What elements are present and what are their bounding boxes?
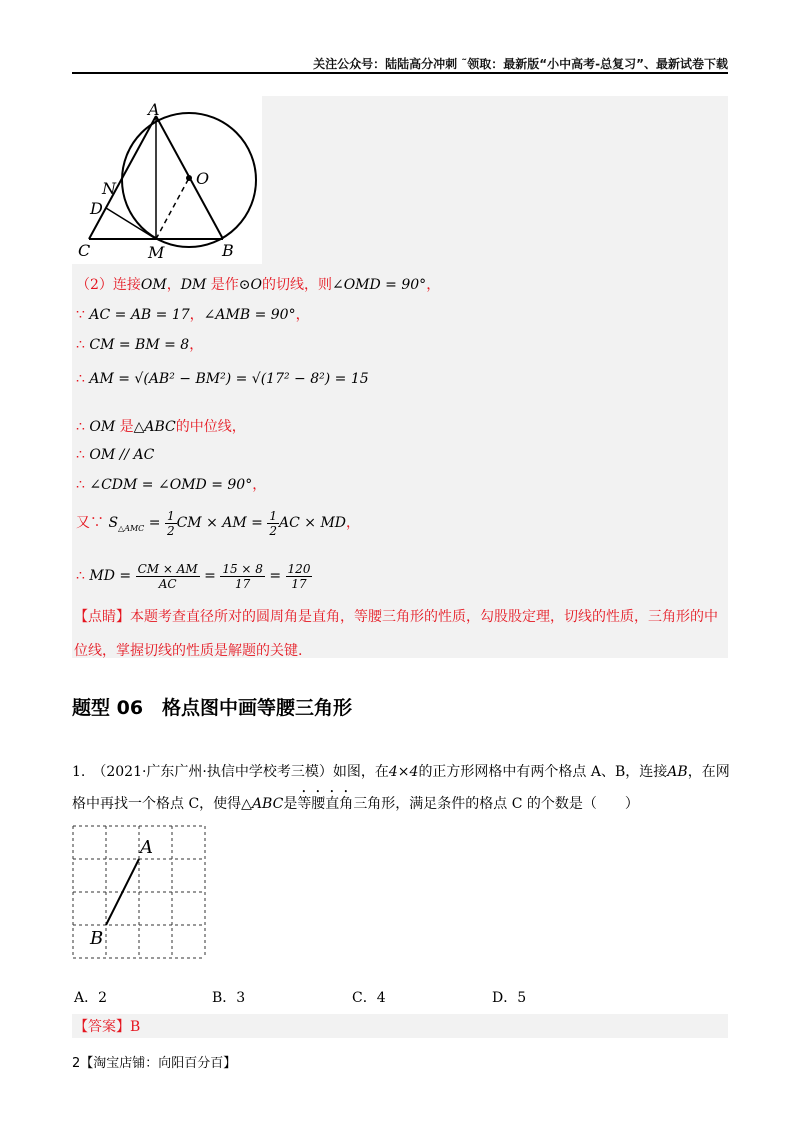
sol1-e: ， bbox=[426, 277, 441, 293]
segment-ac bbox=[89, 116, 156, 239]
sol1-b: ， bbox=[166, 277, 181, 293]
sol9-f1-num: CM × AM bbox=[137, 561, 198, 576]
grid-label-b: B bbox=[90, 928, 104, 949]
sol5-mid: 是 bbox=[115, 419, 134, 435]
solution-line-5 bbox=[76, 418, 246, 436]
sol2-math2: ∠AMB = 90° bbox=[203, 307, 296, 323]
sol9-f1-den: AC bbox=[158, 576, 177, 591]
solution-line-3 bbox=[76, 336, 203, 354]
grid-diagram bbox=[72, 825, 212, 965]
sol8-mid: CM × AM = bbox=[176, 515, 268, 531]
solution-line-7 bbox=[76, 476, 266, 494]
sol8-sub: △AMC bbox=[118, 523, 145, 533]
page-footer: 2【淘宝店铺：向阳百分百】 bbox=[72, 1056, 237, 1071]
solution-line-1 bbox=[76, 276, 440, 294]
solution-line-6 bbox=[76, 446, 154, 464]
solution-line-8 bbox=[76, 508, 360, 544]
sol5-tri: △ABC bbox=[133, 419, 176, 435]
label-o: O bbox=[196, 169, 210, 188]
answer-panel bbox=[72, 1014, 728, 1038]
sol9-frac3 bbox=[286, 562, 313, 591]
sol1-a: （2）连接 bbox=[76, 277, 141, 293]
sol1-circle: ⊙O bbox=[238, 277, 262, 293]
q1-ab: AB bbox=[667, 764, 688, 780]
option-d[interactable]: D．5 bbox=[492, 990, 527, 1006]
sol9-f2-num: 15 × 8 bbox=[222, 561, 263, 576]
sol9-md: MD = bbox=[89, 568, 136, 584]
sol3-math: CM = BM = 8 bbox=[89, 337, 190, 353]
sol1-math: ∠OMD = 90° bbox=[331, 277, 427, 293]
sol7-end: ， bbox=[252, 477, 267, 493]
circle-triangle-svg bbox=[72, 96, 262, 264]
header-divider bbox=[72, 72, 728, 74]
q1-math: 4×4 bbox=[388, 764, 419, 780]
q2-c: 三角形，满足条件的格点 C 的个数是（ ） bbox=[353, 796, 639, 812]
sol6-math: OM // AC bbox=[89, 447, 155, 463]
section-title: 题型 06 格点图中画等腰三角形 bbox=[72, 697, 353, 719]
sol9-pre: ∴ bbox=[76, 568, 90, 584]
sol3-pre: ∴ bbox=[76, 337, 90, 353]
sol8-pre: 又∵ bbox=[76, 515, 109, 531]
sol8-frac1 bbox=[165, 509, 177, 538]
sol8-end: ， bbox=[346, 515, 360, 531]
solution-line-9: ∴ MD = $\frac{CM \times AM}{AC}$ = $\frac{15 \times 8}{17}$ = $\frac{120}{17}$ bbox=[76, 561, 311, 591]
sol9-f2-den: 17 bbox=[234, 576, 251, 591]
sol8-frac1-num: 1 bbox=[166, 508, 175, 523]
sol6-pre: ∴ bbox=[76, 447, 90, 463]
q1-b: 的正方形网格中有两个格点 A、B，连接 bbox=[418, 764, 668, 780]
label-n: N bbox=[102, 179, 116, 198]
sol2-math: AC = AB = 17 bbox=[89, 307, 190, 323]
label-a: A bbox=[148, 100, 160, 119]
sol5-om: OM bbox=[89, 419, 116, 435]
label-c: C bbox=[78, 241, 91, 260]
page-header: 关注公众号：陆陆高分冲刺 ˜领取：最新版“小中高考-总复习”、最新试卷下载 bbox=[313, 57, 728, 71]
sol8-frac2 bbox=[267, 509, 279, 538]
answer-text: 【答案】B bbox=[74, 1019, 141, 1035]
sol7-math: ∠CDM = ∠OMD = 90° bbox=[89, 477, 253, 493]
label-m: M bbox=[148, 243, 165, 262]
label-b: B bbox=[222, 241, 234, 260]
sol2-pre: ∵ bbox=[76, 307, 90, 323]
sol1-om: OM bbox=[140, 277, 167, 293]
label-d: D bbox=[90, 199, 103, 218]
question-line-1 bbox=[72, 756, 732, 788]
q2-a: 格中再找一个格点 C，使得 bbox=[72, 796, 242, 812]
sol9-frac2 bbox=[220, 562, 265, 591]
sol8-frac2-num: 1 bbox=[269, 508, 277, 523]
q2-dotted: 等腰直角 bbox=[297, 796, 354, 812]
sol8-frac2-den: 2 bbox=[269, 523, 277, 538]
point-o bbox=[186, 175, 192, 181]
q2-tri: △ABC bbox=[241, 796, 284, 812]
sol8-eq1: = bbox=[144, 515, 165, 531]
circle-triangle-diagram bbox=[72, 96, 262, 264]
sol1-d: 的切线，则 bbox=[261, 277, 332, 293]
sol8-frac1-den: 2 bbox=[166, 523, 175, 538]
grid-label-a: A bbox=[140, 837, 153, 858]
sol1-dm: DM bbox=[180, 277, 207, 293]
sol5-pre: ∴ bbox=[76, 419, 90, 435]
option-c[interactable]: C．4 bbox=[352, 990, 386, 1006]
sol5-end: 的中位线， bbox=[175, 419, 246, 435]
sol9-frac1 bbox=[136, 562, 200, 591]
q2-b: 是 bbox=[283, 796, 298, 812]
sol8-mid2: AC × MD bbox=[278, 515, 346, 531]
grid-svg bbox=[72, 825, 212, 965]
sol4-math: AM = √(AB² − BM²) = √(17² − 8²) = 15 bbox=[89, 371, 369, 387]
sol2-mid: ， bbox=[189, 307, 204, 323]
q1-a: 1. （2021·广东广州·执信中学校考三模）如图，在 bbox=[72, 764, 389, 780]
sol2-end: ， bbox=[295, 307, 310, 323]
sol7-pre: ∴ bbox=[76, 477, 90, 493]
option-b[interactable]: B．3 bbox=[212, 990, 246, 1006]
sol3-end: ， bbox=[189, 337, 204, 353]
segment-om bbox=[156, 178, 189, 239]
sol9-f3-num: 120 bbox=[287, 561, 311, 576]
solution-line-4 bbox=[76, 370, 369, 388]
sol9-f3-den: 17 bbox=[291, 576, 307, 591]
sol8-s: S bbox=[108, 515, 119, 531]
solution-line-2 bbox=[76, 306, 310, 324]
q1-c: ，在网 bbox=[687, 764, 730, 780]
sol1-c: 是作 bbox=[206, 277, 239, 293]
question-line-2 bbox=[72, 788, 732, 820]
sol4-pre: ∴ bbox=[76, 371, 90, 387]
option-a[interactable]: A．2 bbox=[74, 990, 108, 1006]
solution-note: 【点睛】本题考查直径所对的圆周角是直角，等腰三角形的性质，勾股股定理，切线的性质，三角形的中位线，掌握切线的性质是解题的关键. bbox=[74, 609, 718, 659]
